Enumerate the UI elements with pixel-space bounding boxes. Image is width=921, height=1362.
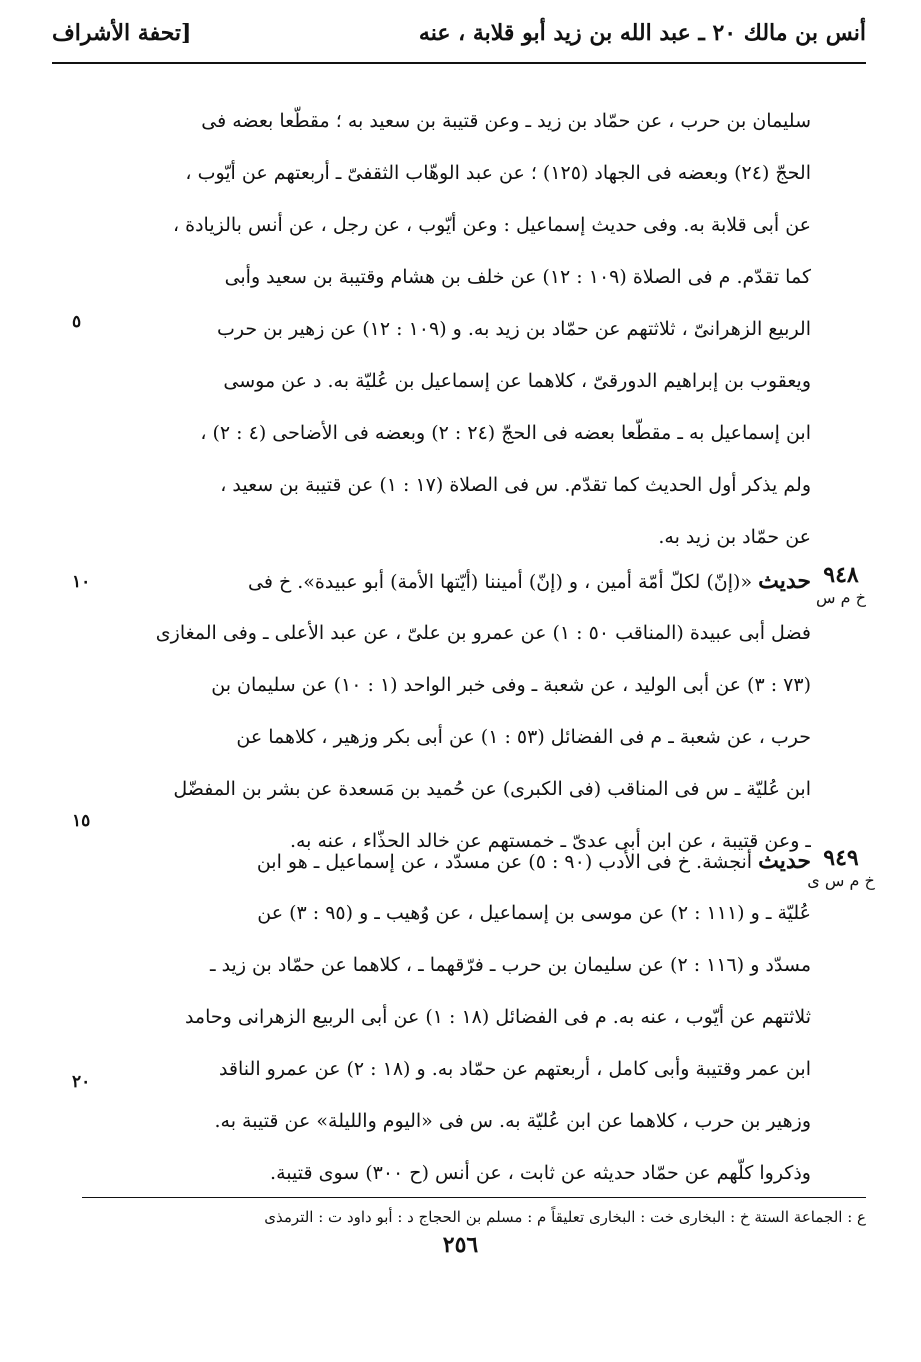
text-line: ابن إسماعيل به ـ مقطّعا بعضه فى الحجّ (٢٤ : ٢) وبعضه فى الأضاحى (٤ : ٢) ، [200,422,811,444]
text-line: الربيع الزهرانىّ ، ثلاثتهم عن حمّاد بن زيد به. و (١٠٩ : ١٢) عن زهير بن حرب [217,318,811,340]
page-number: ٢٥٦ [442,1232,479,1258]
text-line: الحجّ (٢٤) وبعضه فى الجهاد (١٢٥) ؛ عن عبد الوهّاب الثقفىّ ـ أربعتهم عن أيّوب ، [185,162,811,184]
header-divider [52,62,866,64]
entry-number-949 [806,845,876,890]
text-line: وذكروا كلّهم عن حمّاد حديثه عن ثابت ، عن أنس (ح ٣٠٠) سوى قتيبة. [270,1162,811,1184]
margin-line-number: ٢٠ [72,1072,91,1092]
entry-first-line-text: «(إنّ) لكلّ أمّة أمين ، و (إنّ) أميننا (أيّتها الأمة) أبو عبيدة». خ فى [247,571,753,593]
header-chapter-title: أنس بن مالك ٢٠ ـ عبد الله بن زيد أبو قلابة ، عنه [418,20,866,46]
margin-line-number: ٥ [72,312,82,332]
entry-sigla: خ م س [816,588,866,607]
running-header [52,14,866,60]
text-line: كما تقدّم. م فى الصلاة (١٠٩ : ١٢) عن خلف بن هشام وقتيبة بن سعيد وأبى [224,266,811,288]
text-line: مسدّد و (١١٦ : ٢) عن سليمان بن حرب ـ فرّقهما ـ ، كلاهما عن حمّاد بن زيد ـ [209,954,811,976]
text-line: ابن عُليّة ـ س فى المناقب (فى الكبرى) عن حُميد بن مَسعدة عن بشر بن المفضّل [173,778,811,800]
hadith-entry-948 [111,555,811,867]
text-line: عن أبى قلابة به. وفى حديث إسماعيل : وعن أيّوب ، عن رجل ، عن أنس بالزيادة ، [172,214,811,236]
text-line: ابن عمر وقتيبة وأبى كامل ، أربعتهم عن حمّاد به. و (١٨ : ٢) عن عمرو الناقد [218,1058,811,1080]
entry-first-line [111,835,811,887]
text-line: عن حمّاد بن زيد به. [658,526,811,548]
text-line: سليمان بن حرب ، عن حمّاد بن زيد ـ وعن قتيبة بن سعيد به ؛ مقطّعا بعضه فى [201,110,811,132]
text-line: ـ وعن قتيبة ، عن ابن أبى عدىّ ـ خمستهم عن خالد الحذّاء ، عنه به. [289,830,811,852]
entry-number: ٩٤٩ [823,845,859,871]
entry-number: ٩٤٨ [823,562,859,588]
text-line: حرب ، عن شعبة ـ م فى الفضائل (٥٣ : ١) عن أبى بكر وزهير ، كلاهما عن [236,726,811,748]
hadith-entry-949 [111,835,811,1199]
entry-first-line-text: أنجشة. خ فى الأدب (٩٠ : ٥) عن مسدّد ، عن إسماعيل ـ هو ابن [256,851,753,873]
hadith-keyword: حديث [758,568,811,594]
text-line: (٧٣ : ٣) عن أبى الوليد ، عن شعبة ـ وفى خبر الواحد (١ : ١٠) عن سليمان بن [211,674,811,696]
text-line: عُليّة ـ و (١١١ : ٢) عن موسى بن إسماعيل ، عن وُهيب ـ و (٩٥ : ٣) عن [257,902,811,924]
entry-number-948 [806,562,876,607]
entry-first-line [111,555,811,607]
text-line: ويعقوب بن إبراهيم الدورقىّ ، كلاهما عن إسماعيل بن عُليّة به. د عن موسى [223,370,811,392]
abbreviations-legend: ع : الجماعة الستة خ : البخارى خت : البخارى تعليقاً م : مسلم بن الحجاج د : أبو داود ت : الترمذى [264,1208,866,1226]
text-line: ولم يذكر أول الحديث كما تقدّم. س فى الصلاة (١٧ : ١) عن قتيبة بن سعيد ، [220,474,811,496]
intro-paragraph [111,95,811,563]
text-line: فضل أبى عبيدة (المناقب ٥٠ : ١) عن عمرو بن علىّ ، عن عبد الأعلى ـ وفى المغازى [155,622,811,644]
hadith-keyword: حديث [758,848,811,874]
entry-sigla: خ م س ى [807,871,875,890]
header-book-title: [تحفة الأشراف [52,20,192,46]
margin-line-number: ١٠ [72,572,91,592]
text-line: وزهير بن حرب ، كلاهما عن ابن عُليّة به. س فى «اليوم والليلة» عن قتيبة به. [214,1110,811,1132]
margin-line-number: ١٥ [72,811,91,831]
footer-divider [82,1197,866,1198]
text-line: ثلاثتهم عن أيّوب ، عنه به. م فى الفضائل (١٨ : ١) عن أبى الربيع الزهرانى وحامد [184,1006,811,1028]
